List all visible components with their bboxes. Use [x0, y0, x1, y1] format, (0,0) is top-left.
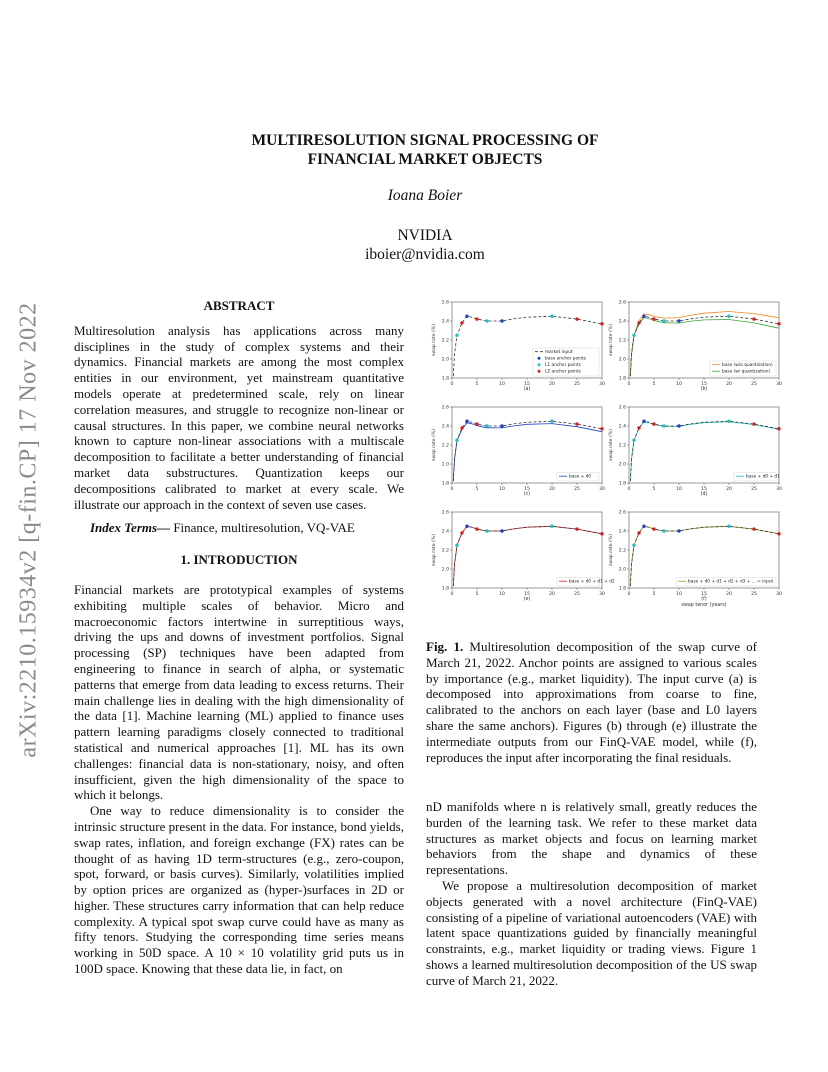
author-name: Ioana Boier [387, 187, 463, 204]
panel-c [431, 405, 605, 498]
x-tick-label: 30 [776, 487, 782, 492]
anchor-point-l2 [575, 317, 578, 320]
anchor-point-base [677, 529, 680, 532]
anchor-point-l2 [752, 317, 755, 320]
anchor-point-l2 [777, 532, 780, 535]
abstract-heading: ABSTRACT [203, 298, 275, 313]
anchor-point-l1 [455, 544, 458, 547]
anchor-point-l1 [455, 334, 458, 337]
anchor-point-l1 [662, 319, 665, 322]
x-tick-label: 0 [627, 487, 631, 492]
panel-label: (c) [523, 492, 531, 497]
anchor-point-l2 [575, 422, 578, 425]
x-tick-label: 25 [574, 382, 580, 387]
x-tick-label: 10 [676, 592, 682, 597]
panel-label: (e) [523, 597, 531, 602]
legend-entry: base + d0 + d1 [746, 474, 780, 480]
y-axis-label: swap rate (%) [609, 323, 614, 357]
x-tick-label: 30 [776, 382, 782, 387]
y-tick-label: 2.2 [441, 443, 449, 449]
x-tick-label: 20 [549, 592, 555, 597]
anchor-point-l1 [727, 525, 730, 528]
anchor-point-l2 [600, 427, 603, 430]
y-tick-label: 1.8 [441, 586, 449, 592]
abstract-text: Multiresolution analysis has applications across many disciplines in the study of complex systems and their dynamics. Financial markets are among the most complex entities in our environment, yet mainstream quantitative models operate at predetermined scale, rely on linear correlation measures, and struggle to recognize non-linear or causal structures. In this paper, we combine neural networks known to capture non-linear associations with a multiscale decomposition to facilitate a better understanding of financial market data substructures. Quantization keeps our decompositions calibrated to market at every scale. We illustrate our approach in the context of seven use cases. [74, 322, 404, 512]
x-tick-label: 15 [701, 487, 707, 492]
intro-heading: 1. INTRODUCTION [180, 552, 298, 568]
anchor-point-l2 [777, 322, 780, 325]
legend-entry: base + d0 [569, 474, 592, 480]
legend-entry: base anchor points [545, 356, 587, 362]
x-tick-label: 30 [599, 487, 605, 492]
panel-f [608, 510, 782, 609]
panel-label: (b) [700, 387, 708, 392]
y-tick-label: 2.2 [618, 338, 626, 344]
legend-entry: L2 anchor points [545, 369, 581, 375]
y-tick-label: 2.2 [618, 548, 626, 554]
intro-paragraph-1: Financial markets are prototypical examples of systems exhibiting multiple scales of behavior. Micro and macroeconomic factors intertwine in surreptitious ways, driving the ups and downs of investment portfolios. Signal processing (SP) techniques have been adapted from engineering to finance in search of alpha, or systematic patterns that emerge from data leading to excess returns. Their main challenge lies in dealing with the high dimensionality of the data [1]. Machine learning (ML) applied to finance uses pattern learning paradigms closely connected to traditional statistical and numerical approaches [1]. ML has its own challenges: financial data is non-stationary, noisy, and often insufficient, given the high dimensionality of the space to which it belongs. [74, 581, 404, 803]
anchor-point-l2 [752, 527, 755, 530]
y-tick-label: 2.0 [441, 567, 449, 573]
anchor-point-l1 [727, 315, 730, 318]
y-tick-label: 2.6 [441, 405, 449, 411]
anchor-point-l2 [777, 427, 780, 430]
y-tick-label: 2.4 [441, 424, 449, 430]
anchor-point-base [465, 525, 468, 528]
anchor-point-l2 [637, 321, 640, 324]
legend-entry: base + d0 + d1 + d2 + d3 + ... = input [688, 579, 774, 585]
y-axis-label: swap rate (%) [609, 533, 614, 567]
anchor-point-base [677, 319, 680, 322]
anchor-point-l2 [600, 322, 603, 325]
y-tick-label: 2.4 [618, 424, 626, 430]
anchor-point-l1 [550, 315, 553, 318]
panel-label: (d) [700, 492, 708, 497]
legend-marker [538, 357, 541, 360]
y-axis-label: swap rate (%) [609, 428, 614, 462]
y-tick-label: 2.4 [441, 529, 449, 535]
anchor-point-base [500, 424, 503, 427]
legend-marker [538, 370, 541, 373]
x-tick-label: 15 [524, 592, 530, 597]
panel-frame [452, 512, 602, 588]
panel-frame [629, 512, 779, 588]
panel-label: (f) [701, 597, 707, 602]
right-paragraph-2: We propose a multiresolution decomposition of market objects generated with a novel architecture (FinQ-VAE) consisting of a pipeline of variational autoencoders (VAE) with latent space quantizations guided by financially meaningful constraints, e.g., market liquidity or trading views. Figure 1 shows a learned multiresolution decomposition of the US swap curve of March 21, 2022. [426, 877, 757, 988]
x-tick-label: 0 [627, 592, 631, 597]
x-tick-label: 20 [726, 487, 732, 492]
x-tick-label: 5 [475, 487, 479, 492]
y-tick-label: 2.2 [618, 443, 626, 449]
anchor-point-base [465, 420, 468, 423]
legend-entry: market input [545, 350, 573, 355]
x-tick-label: 15 [701, 382, 707, 387]
y-tick-label: 2.0 [441, 462, 449, 468]
y-tick-label: 2.6 [618, 300, 626, 306]
anchor-point-l2 [637, 426, 640, 429]
anchor-point-l2 [460, 531, 463, 534]
x-tick-label: 5 [652, 487, 656, 492]
anchor-point-l1 [632, 439, 635, 442]
x-tick-label: 30 [776, 592, 782, 597]
x-tick-label: 5 [652, 592, 656, 597]
x-tick-label: 10 [499, 592, 505, 597]
y-tick-label: 2.6 [618, 405, 626, 411]
left-column [74, 298, 404, 977]
anchor-point-l2 [752, 422, 755, 425]
author-affiliation: NVIDIA iboier@nvidia.com [365, 227, 485, 263]
x-tick-label: 5 [475, 382, 479, 387]
anchor-point-base [642, 315, 645, 318]
anchor-point-l2 [460, 426, 463, 429]
arxiv-sidebar-stamp: arXiv:2210.15934v2 [q-fin.CP] 17 Nov 2022 [15, 302, 42, 758]
paper-title: MULTIRESOLUTION SIGNAL PROCESSING OF FINANCIAL MARKET OBJECTS [251, 132, 599, 168]
anchor-point-base [465, 315, 468, 318]
y-tick-label: 2.4 [441, 319, 449, 325]
legend-marker [538, 363, 541, 366]
x-tick-label: 10 [676, 487, 682, 492]
y-tick-label: 2.6 [441, 300, 449, 306]
y-tick-label: 2.4 [618, 319, 626, 325]
figure-1-swap-curve-panels [418, 296, 782, 622]
right-column-text [426, 799, 757, 989]
x-tick-label: 25 [574, 592, 580, 597]
anchor-point-l1 [455, 439, 458, 442]
anchor-point-l2 [600, 532, 603, 535]
anchor-point-l2 [475, 422, 478, 425]
x-tick-label: 25 [751, 592, 757, 597]
panel-e [431, 510, 615, 603]
anchor-point-l2 [652, 317, 655, 320]
x-tick-label: 10 [499, 382, 505, 387]
anchor-point-l2 [460, 321, 463, 324]
anchor-point-l1 [727, 420, 730, 423]
x-tick-label: 0 [450, 487, 454, 492]
x-tick-label: 15 [701, 592, 707, 597]
x-tick-label: 25 [751, 487, 757, 492]
y-tick-label: 1.8 [618, 481, 626, 487]
legend-entry: base + d0 + d1 + d2 [569, 579, 615, 585]
legend-entry: base (w/ quantization) [722, 369, 771, 375]
panel-frame [629, 407, 779, 483]
y-tick-label: 1.8 [441, 481, 449, 487]
y-tick-label: 2.6 [441, 510, 449, 516]
x-tick-label: 10 [676, 382, 682, 387]
y-tick-label: 2.2 [441, 338, 449, 344]
y-tick-label: 2.0 [441, 357, 449, 363]
y-tick-label: 2.0 [618, 567, 626, 573]
index-terms: Index Terms— Finance, multiresolution, VQ-VAE [90, 520, 355, 536]
anchor-point-base [642, 420, 645, 423]
x-tick-label: 15 [524, 382, 530, 387]
panel-label: (a) [523, 387, 531, 392]
legend-entry: base (w/o quantization) [722, 363, 773, 368]
x-tick-label: 20 [549, 487, 555, 492]
anchor-point-l1 [632, 544, 635, 547]
y-tick-label: 2.0 [618, 357, 626, 363]
x-tick-label: 25 [751, 382, 757, 387]
x-tick-label: 20 [726, 592, 732, 597]
anchor-point-l2 [575, 527, 578, 530]
anchor-point-base [500, 319, 503, 322]
anchor-point-l1 [632, 334, 635, 337]
y-tick-label: 2.6 [618, 510, 626, 516]
anchor-point-base [500, 529, 503, 532]
anchor-point-l1 [550, 420, 553, 423]
panel-b [608, 300, 782, 393]
x-tick-label: 20 [726, 382, 732, 387]
x-tick-label: 0 [450, 382, 454, 387]
anchor-point-l2 [475, 527, 478, 530]
y-axis-label: swap rate (%) [432, 533, 437, 567]
x-tick-label: 0 [450, 592, 454, 597]
anchor-point-l1 [485, 424, 488, 427]
y-tick-label: 1.8 [441, 376, 449, 382]
legend-entry: L1 anchor points [545, 363, 581, 368]
intro-paragraph-2: One way to reduce dimensionality is to consider the intrinsic structure present in the data. For instance, bond yields, swap rates, inflation, and foreign exchange (FX) rates can be thought of as having 1D term-structures (e.g., zero-coupon, spot, forward, or basis curves). Similarly, volatilities implied by option prices are organized as (hyper-)surfaces in 2D or higher. These structures carry information that can help reduce complexity. A typical spot swap curve could have as many as fifty tenors. Studying the corresponding time series means working in 50D space. A 10 × 10 volatility grid puts us in 100D space. Knowing that these data lie, in fact, on [74, 803, 404, 977]
anchor-point-l1 [485, 319, 488, 322]
x-tick-label: 30 [599, 592, 605, 597]
anchor-point-l1 [662, 424, 665, 427]
y-axis-label: swap rate (%) [432, 428, 437, 462]
x-tick-label: 5 [475, 592, 479, 597]
anchor-point-base [642, 525, 645, 528]
anchor-point-l1 [550, 525, 553, 528]
x-axis-label: swap tenor (years) [681, 603, 727, 608]
x-tick-label: 0 [627, 382, 631, 387]
anchor-point-l1 [662, 529, 665, 532]
x-tick-label: 5 [652, 382, 656, 387]
anchor-point-l2 [652, 422, 655, 425]
y-tick-label: 2.4 [618, 529, 626, 535]
anchor-point-l2 [637, 531, 640, 534]
panel-frame [452, 407, 602, 483]
panel-a [431, 300, 605, 393]
right-paragraph-1: nD manifolds where n is relatively small, greatly reduces the burden of the learning task. We refer to these market data structures as market objects and focus on learning market behaviors from the shape and dynamics of these representations. [426, 799, 757, 878]
panel-d [608, 405, 782, 498]
anchor-point-l2 [652, 527, 655, 530]
anchor-point-l2 [475, 317, 478, 320]
x-tick-label: 25 [574, 487, 580, 492]
y-tick-label: 2.0 [618, 462, 626, 468]
x-tick-label: 15 [524, 487, 530, 492]
x-tick-label: 30 [599, 382, 605, 387]
y-tick-label: 2.2 [441, 548, 449, 554]
anchor-point-base [677, 424, 680, 427]
y-tick-label: 1.8 [618, 586, 626, 592]
figure-caption: Fig. 1. Multiresolution decomposition of the swap curve of March 21, 2022. Anchor points are assigned to various scales by importance (e.g., market liquidity). The input curve (a) is decomposed into approximations from coarse to fine, calibrated to the anchors on each layer (base and L0 layers share the same anchors). Figures (b) through (e) illustrate the intermediate outputs from our FinQ-VAE model, while (f), reproduces the input after incorporating the final residuals. [426, 639, 757, 765]
x-tick-label: 20 [549, 382, 555, 387]
y-axis-label: swap rate (%) [432, 323, 437, 357]
anchor-point-l1 [485, 529, 488, 532]
y-tick-label: 1.8 [618, 376, 626, 382]
x-tick-label: 10 [499, 487, 505, 492]
